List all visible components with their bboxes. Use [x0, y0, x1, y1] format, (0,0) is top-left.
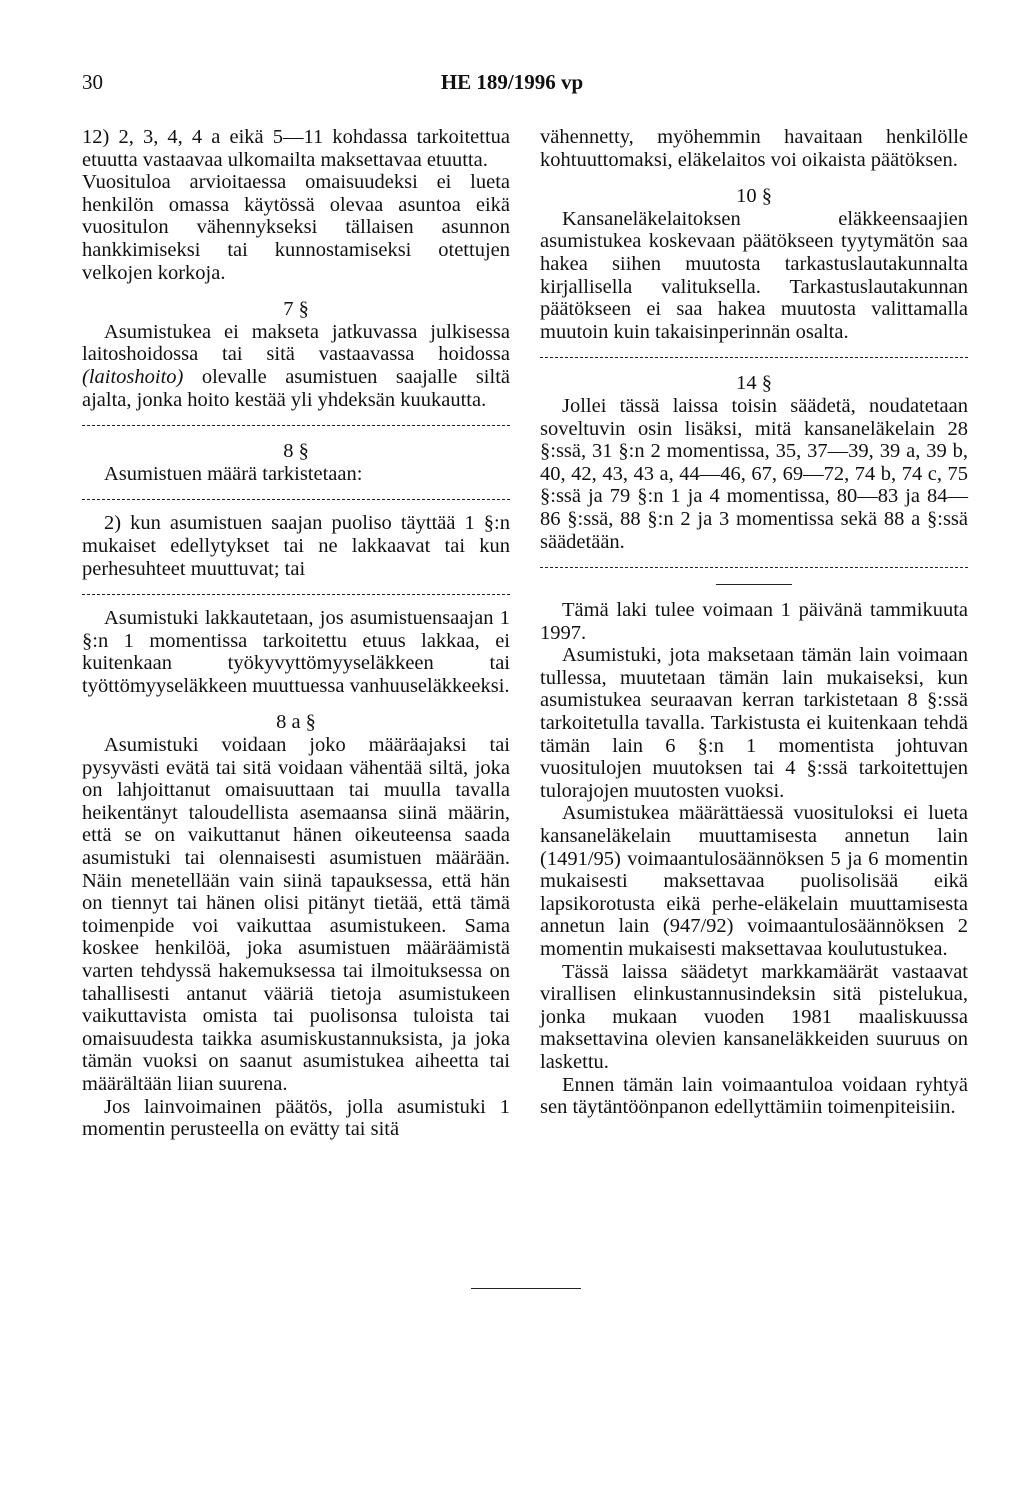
section-8-item-2: 2) kun asumistuen saajan puoliso täyttää 1 §:n mukaiset edellytykset tai ne lakkaavat tai kun perhesuhteet muuttuvat; tai [82, 512, 510, 580]
section-14-text: Jollei tässä laissa toisin säädetä, noudatetaan soveltuvin osin lisäksi, mitä kansaneläkelain 28 §:ssä, 31 §:n 2 momentissa, 35, 37—39, 39 a, 39 b, 40, 42, 43, 43 a, 44—46, 67, 69—72, 74 b, 74 c, 75 §:ssä ja 79 §:n 1 ja 4 momentissa, 80—83 ja 84—86 §:ssä, 88 §:n 2 ja 3 momentissa sekä 88 a §:ssä säädetään. [540, 394, 968, 553]
divider-rule [716, 584, 792, 585]
omission-dashes [540, 567, 968, 568]
paragraph-vuosituloa: Vuosituloa arvioitaessa omaisuudeksi ei lueta henkilön omassa käytössä olevaa asuntoa eikä vuositulon vähennykseksi tällaisen asunnon hankkimiseksi tai kunnostamiseksi otettujen velkojen korkoja. [82, 171, 510, 284]
section-10-text: Kansaneläkelaitoksen eläkkeensaajien asumistukea koskevaan päätökseen tyytymätön saa hakea siihen muutosta tarkastuslautakunnalta kirjallisella valituksella. Tarkastuslautakunnan päätökseen ei saa hakea muutosta valittamalla muutoin kuin takaisinperinnän osalta. [540, 207, 968, 343]
transitional-paragraph-3: Tässä laissa säädetyt markkamäärät vastaavat virallisen elinkustannusindeksin sitä pistelukua, jonka mukaan vuoden 1981 maaliskuussa maksettavina olevien kansaneläkkeiden suuruus on laskettu. [540, 960, 968, 1073]
omission-dashes [82, 594, 510, 595]
paragraph-continued: vähennetty, myöhemmin havaitaan henkilölle kohtuuttomaksi, eläkelaitos voi oikaista päätöksen. [540, 126, 968, 171]
omission-dashes [540, 357, 968, 358]
section-7-text-a: Asumistukea ei makseta jatkuvassa julkisessa laitoshoidossa tai sitä vastaavassa hoidossa [82, 320, 510, 366]
section-8a-paragraph-1: Asumistuki voidaan joko määräajaksi tai pysyvästi evätä tai sitä voidaan vähentää siltä, joka on lahjoittanut omaisuuttaan tai muulla tavalla heikentänyt taloudellista asemaansa siinä määrin, että se on vaikuttanut hänen oikeuteensa saada asumistuki tai olennaisesti asumistuen määrään. Näin menetellään vain siinä tapauksessa, että hän on tiennyt tai hänen olisi pitänyt tietää, että tämä toimenpide voi vaikuttaa asumistukeen. Sama koskee henkilöä, joka asumistuen määräämistä varten tehdyssä hakemuksessa tai ilmoituksessa on tahallisesti antanut vääriä tietoja asumistukeen vaikuttavista omista tai puolisonsa tuloista tai omaisuudesta taikka asumiskustannuksista, ja joka tämän vuoksi on saanut asumistukea aiheetta tai määrältään liian suurena. [82, 734, 510, 1095]
section-7-italic-term: (laitoshoito) [82, 365, 184, 388]
paragraph-item-12: 12) 2, 3, 4, 4 a eikä 5—11 kohdassa tarkoitettua etuutta vastaavaa ulkomailta maksettavaa etuutta. [82, 126, 510, 171]
section-8a-paragraph-2: Jos lainvoimainen päätös, jolla asumistuki 1 momentin perusteella on evätty tai sitä [82, 1095, 510, 1141]
section-8-text-2: Asumistuki lakkautetaan, jos asumistuensaajan 1 §:n 1 momentissa tarkoitettu etuus lakkaa, ei kuitenkaan työkyvyttömyyseläkkeen tai työttömyyseläkkeen muuttuessa vanhuuseläkkeeksi. [82, 607, 510, 697]
section-8-heading: 8 § [283, 440, 309, 463]
section-7-heading: 7 § [283, 298, 309, 321]
section-8a-heading: 8 a § [276, 711, 316, 734]
omission-dashes [82, 425, 510, 426]
entry-into-force: Tämä laki tulee voimaan 1 päivänä tammikuuta 1997. [540, 599, 968, 644]
right-column [540, 126, 968, 1119]
running-head: HE 189/1996 vp [440, 70, 584, 94]
section-7-text-b: olevalle asumistuen saajalle siltä ajalta, jonka hoito kestää yli yhdeksän kuukautta. [82, 365, 510, 411]
section-7-text [82, 321, 510, 411]
transitional-paragraph-1: Asumistuki, jota maksetaan tämän lain voimaan tullessa, muutetaan tämän lain mukaiseksi, kun asumistukea seuraavan kerran tarkistetaan 8 §:ssä tarkoitetulla tavalla. Tarkistusta ei kuitenkaan tehdä tämän lain 6 §:n 1 momentista johtuvan vuositulojen muutoksen tai 4 §:ssä tarkoitettujen tulorajojen muutosten vuoksi. [540, 644, 968, 802]
section-10-heading: 10 § [736, 185, 772, 208]
omission-dashes [82, 499, 510, 500]
page-number: 30 [82, 70, 103, 94]
left-column [82, 126, 510, 1141]
end-rule [471, 1288, 581, 1289]
transitional-paragraph-2: Asumistukea määrättäessä vuosituloksi ei lueta kansaneläkelain muuttamisesta annetun lain (1491/95) voimaantulosäännöksen 5 ja 6 momentin mukaisesti maksettavaa puolisolisää eikä lapsikorotusta eikä perhe-eläkelain muuttamisesta annetun lain (947/92) voimaantulosäännöksen 2 momentin mukaisesti maksettavaa koulutustukea. [540, 802, 968, 960]
section-14-heading: 14 § [736, 372, 772, 395]
section-8-text: Asumistuen määrä tarkistetaan: [104, 462, 363, 485]
transitional-paragraph-4: Ennen tämän lain voimaantuloa voidaan ryhtyä sen täytäntöönpanon edellyttämiin toimenpiteisiin. [540, 1073, 968, 1119]
